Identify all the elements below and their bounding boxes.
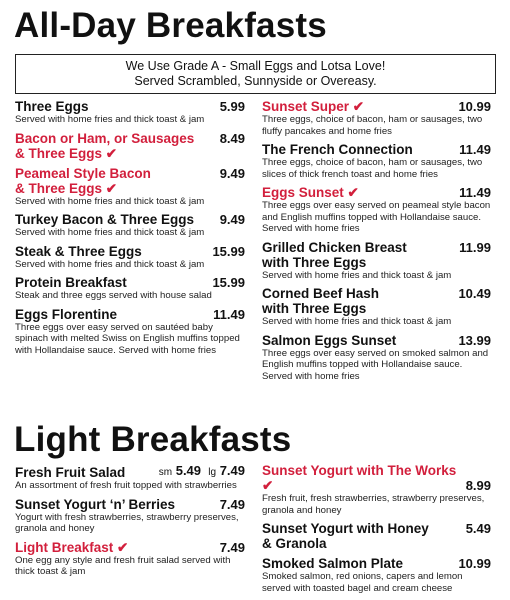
item-name-line-2: with Three Eggs (262, 254, 367, 270)
item-name: Turkey Bacon & Three Eggs (15, 212, 195, 227)
item-name: Eggs Florentine (15, 306, 118, 322)
item-description: An assortment of fresh fruit topped with strawberries (15, 480, 237, 491)
item-price: 11.49 (213, 306, 245, 322)
menu-item-sunset-super[interactable] (262, 99, 491, 137)
menu-item-eggs-sunset[interactable] (262, 185, 491, 235)
light-breakfasts-heading: Light Breakfasts (14, 420, 292, 459)
item-description: Served with home fries and thick toast & jam (15, 114, 205, 125)
menu-item-peameal-bacon[interactable] (15, 166, 245, 208)
item-description: Steak and three eggs served with house salad (15, 290, 212, 301)
size-small-price: 5.49 (175, 463, 202, 478)
item-description: Fresh fruit, fresh strawberries, strawberry preserves, granola and honey (262, 493, 485, 516)
item-name: Bacon or Ham, or Sausages (15, 130, 195, 146)
size-large-label: lg (208, 467, 217, 478)
item-name (262, 185, 359, 200)
check-icon: ✔ (352, 99, 365, 114)
check-icon: ✔ (105, 145, 118, 161)
all-day-breakfasts-heading: All-Day Breakfasts (14, 6, 327, 45)
item-name: Three Eggs (15, 99, 89, 114)
item-name-part: Light Breakfast (15, 539, 114, 555)
check-icon: ✔ (347, 185, 359, 200)
item-name: Corned Beef Hash (262, 286, 380, 301)
size-small-label: sm (158, 467, 173, 478)
item-name-line-2 (15, 146, 117, 161)
item-price: 11.49 (459, 185, 491, 200)
item-name-part: Eggs Sunset (262, 185, 344, 200)
item-price: 7.49 (219, 539, 245, 555)
item-name: Peameal Style Bacon (15, 165, 151, 181)
all-day-left-column (15, 99, 245, 361)
item-price: 5.99 (219, 99, 245, 114)
item-price: 11.99 (459, 239, 491, 255)
size-large-price: 7.49 (219, 463, 245, 478)
menu-item-yogurt-berries[interactable] (15, 497, 245, 535)
check-icon: ✔ (105, 180, 118, 196)
item-price-sizes (153, 463, 245, 480)
item-description: Three eggs, choice of bacon, ham or sausages, two slices of thick french toast and home fries (262, 157, 483, 180)
notice-line-2: Served Scrambled, Sunnyside or Overeasy. (134, 74, 377, 88)
item-name (262, 463, 460, 493)
item-name: Grilled Chicken Breast (262, 239, 407, 255)
menu-item-corned-beef-hash[interactable] (262, 286, 491, 328)
item-price: 10.49 (458, 286, 491, 301)
item-description: Three eggs over easy served on sautéed baby spinach with melted Swiss on English muffins topped with Hollandaise sauce. Served with home fries (15, 321, 240, 356)
check-icon: ✔ (262, 478, 274, 493)
item-name: Sunset Yogurt with Honey (262, 521, 429, 536)
menu-item-turkey-bacon[interactable] (15, 212, 245, 239)
item-description: Three eggs over easy served on smoked salmon and English muffins topped with Hollandaise sauce. Served with home fries (262, 347, 489, 382)
item-description: Served with home fries and thick toast & jam (262, 269, 452, 281)
menu-item-yogurt-honey-granola[interactable] (262, 521, 491, 551)
menu-item-protein-breakfast[interactable] (15, 275, 245, 302)
item-name: The French Connection (262, 142, 413, 157)
item-price: 10.99 (458, 99, 491, 114)
item-name: Steak & Three Eggs (15, 243, 142, 259)
check-icon: ✔ (117, 539, 129, 555)
light-left-column (15, 463, 245, 583)
item-name-line-2 (15, 181, 117, 196)
item-description: Served with home fries and thick toast & jam (15, 258, 205, 270)
item-description: Served with home fries and thick toast & jam (15, 195, 205, 207)
menu-item-smoked-salmon-plate[interactable] (262, 556, 491, 594)
item-name (15, 540, 128, 555)
item-name-part: Sunset Yogurt with The Works (262, 463, 457, 478)
egg-notice-box (15, 54, 496, 94)
all-day-right-column (262, 99, 491, 387)
item-price: 8.49 (219, 130, 245, 146)
item-price: 10.99 (458, 556, 491, 571)
item-name-part: & Three Eggs (15, 145, 103, 161)
item-name: Salmon Eggs Sunset (262, 332, 397, 348)
menu-item-light-breakfast[interactable] (15, 540, 245, 578)
item-price: 9.49 (219, 165, 245, 181)
item-description: Yogurt with fresh strawberries, strawberry preserves, granola and honey (15, 511, 239, 534)
menu-item-yogurt-the-works[interactable] (262, 463, 491, 516)
item-price: 7.49 (219, 496, 245, 512)
item-price: 8.99 (465, 478, 491, 493)
menu-item-three-eggs[interactable] (15, 99, 245, 126)
item-description: Three eggs over easy served on peameal style bacon and English muffins topped with Hollandaise sauce. Served with home fries (262, 200, 491, 234)
item-name: Fresh Fruit Salad (15, 465, 126, 480)
menu-item-eggs-florentine[interactable] (15, 307, 245, 357)
item-price: 5.49 (465, 521, 491, 536)
item-name: Sunset Yogurt ‘n’ Berries (15, 496, 176, 512)
menu-item-bacon-ham-sausages[interactable] (15, 131, 245, 161)
menu-item-french-connection[interactable] (262, 142, 491, 180)
item-price: 15.99 (212, 275, 245, 290)
item-price: 9.49 (219, 212, 245, 227)
item-price: 11.49 (459, 142, 491, 157)
menu-item-grilled-chicken[interactable] (262, 240, 491, 282)
notice-line-1: We Use Grade A - Small Eggs and Lotsa Love! (125, 59, 386, 73)
item-name-line-2: & Granola (262, 536, 327, 551)
item-name: Smoked Salmon Plate (262, 556, 404, 571)
menu-item-fresh-fruit-salad[interactable] (15, 463, 245, 492)
item-description: Served with home fries and thick toast & jam (262, 316, 452, 327)
item-price: 15.99 (212, 243, 245, 259)
light-right-column (262, 463, 491, 599)
item-description: Three eggs, choice of bacon, ham or sausages, two fluffy pancakes and home fries (262, 114, 483, 137)
item-description: Smoked salmon, red onions, capers and lemon served with toasted bagel and cream cheese (262, 571, 463, 594)
menu-item-salmon-eggs-sunset[interactable] (262, 333, 491, 383)
item-description: Served with home fries and thick toast & jam (15, 227, 205, 238)
item-description: One egg any style and fresh fruit salad served with thick toast & jam (15, 554, 231, 577)
item-price: 13.99 (458, 332, 491, 348)
menu-item-steak-eggs[interactable] (15, 244, 245, 271)
item-name-part: & Three Eggs (15, 180, 103, 196)
item-name-line-2: with Three Eggs (262, 301, 367, 316)
item-name-part: Sunset Super (262, 99, 350, 114)
item-name (262, 99, 364, 114)
item-name: Protein Breakfast (15, 275, 127, 290)
